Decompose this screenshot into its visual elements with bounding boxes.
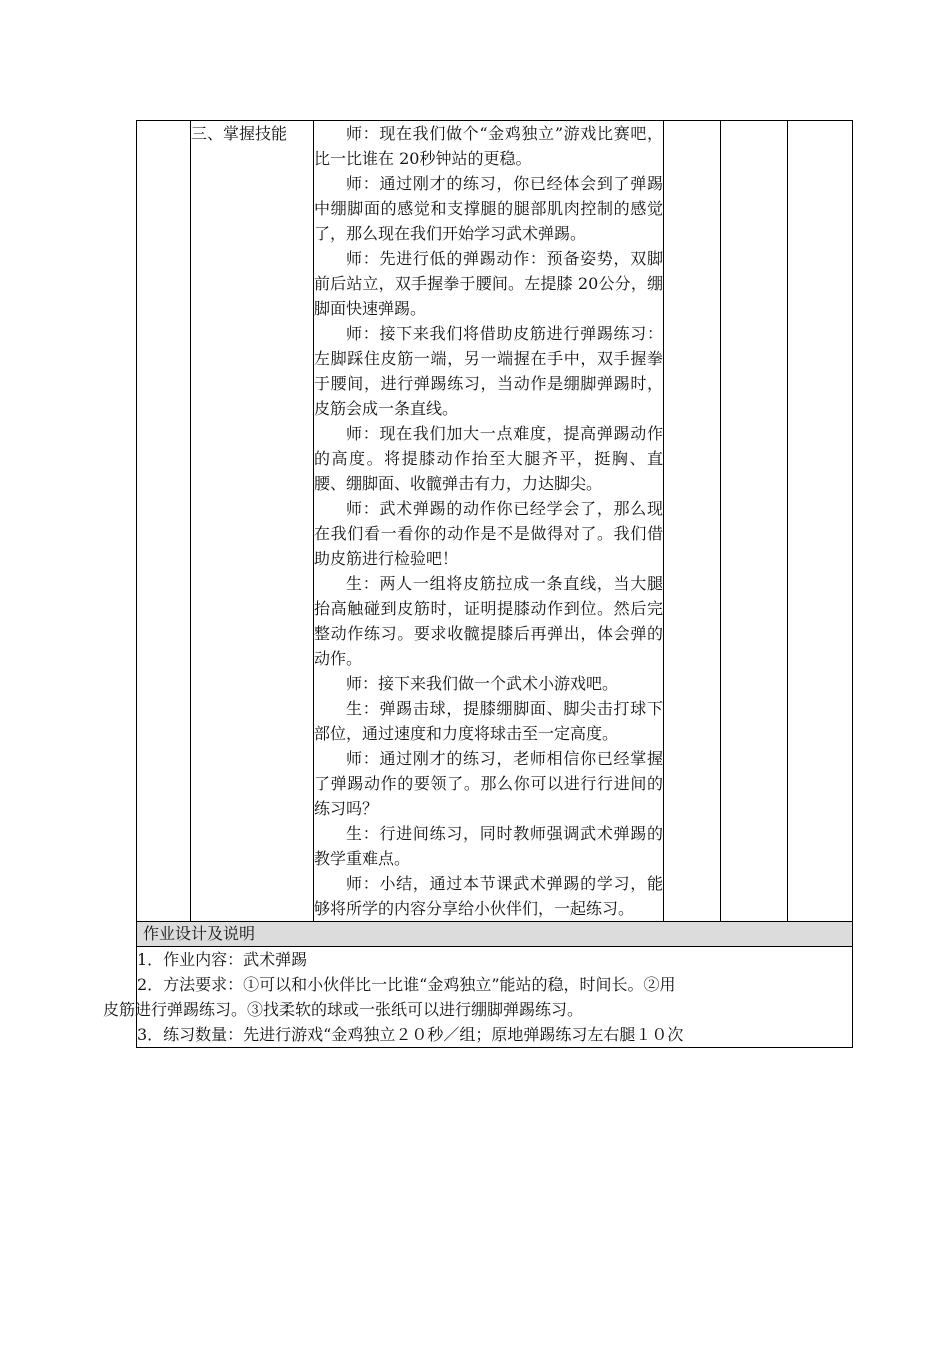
content-paragraph: 生：两人一组将皮筋拉成一条直线，当大腿抬高触碰到皮筋时，证明提膝动作到位。然后完整动作练习。要求收髋提膝后再弹出，体会弹的动作。 <box>314 574 663 668</box>
empty-cell <box>788 121 853 922</box>
homework-header: 作业设计及说明 <box>137 922 853 947</box>
content-paragraph: 师：接下来我们做一个武术小游戏吧。 <box>346 674 619 693</box>
homework-item: 3．练习数量：先进行游戏“金鸡独立２０秒／组；原地弹踢练习左右腿１０次 <box>137 1025 684 1044</box>
content-paragraph: 师：通过刚才的练习，老师相信你已经掌握了弹踢动作的要领了。那么你可以进行行进间的练习吗？ <box>314 749 663 818</box>
content-paragraph: 生：弹踢击球，提膝绷脚面、脚尖击打球下部位，通过速度和力度将球击至一定高度。 <box>314 699 663 743</box>
homework-body <box>103 947 853 1048</box>
content-paragraph: 师：先进行低的弹踢动作：预备姿势，双脚前后站立，双手握拳于腰间。左提膝 20公分，绷脚面快速弹踢。 <box>314 249 663 318</box>
homework-body-row <box>137 947 853 1048</box>
teaching-content-cell <box>314 121 664 922</box>
content-paragraph: 师：现在我们做个“金鸡独立”游戏比赛吧，比一比谁在 20秒钟站的更稳。 <box>314 124 663 168</box>
empty-cell <box>664 121 721 922</box>
lesson-table <box>103 120 853 1048</box>
lesson-row <box>137 121 853 922</box>
content-paragraph: 师：接下来我们将借助皮筋进行弹踢练习：左脚踩住皮筋一端，另一端握在手中，双手握拳于腰间，进行弹踢练习，当动作是绷脚弹踢时，皮筋会成一条直线。 <box>314 324 663 418</box>
content-paragraph: 师：武术弹踢的动作你已经学会了，那么现在我们看一看你的动作是不是做得对了。我们借助皮筋进行检验吧！ <box>314 499 663 568</box>
homework-header-row <box>137 922 853 947</box>
content-paragraph: 师：现在我们加大一点难度，提高弹踢动作的高度。将提膝动作抬至大腿齐平，挺胸、直腰、绷脚面、收髋弹击有力，力达脚尖。 <box>314 424 663 493</box>
content-paragraph: 生：行进间练习，同时教师强调武术弹踢的教学重难点。 <box>314 824 663 868</box>
empty-cell <box>137 121 191 922</box>
homework-item-continuation: 皮筋进行弹踢练习。③找柔软的球或一张纸可以进行绷脚弹踢练习。 <box>103 1000 584 1019</box>
content-paragraph: 师：通过刚才的练习，你已经体会到了弹踢中绷脚面的感觉和支撑腿的腿部肌肉控制的感觉了，那么现在我们开始学习武术弹踢。 <box>314 174 663 243</box>
content-paragraph: 师：小结，通过本节课武术弹踢的学习，能够将所学的内容分享给小伙伴们，一起练习。 <box>314 874 663 918</box>
homework-item: 1．作业内容：武术弹踢 <box>137 950 308 969</box>
empty-cell <box>721 121 788 922</box>
homework-item: 2．方法要求：①可以和小伙伴比一比谁“金鸡独立”能站的稳，时间长。②用 <box>137 975 676 994</box>
stage-label: 三、掌握技能 <box>191 121 314 922</box>
